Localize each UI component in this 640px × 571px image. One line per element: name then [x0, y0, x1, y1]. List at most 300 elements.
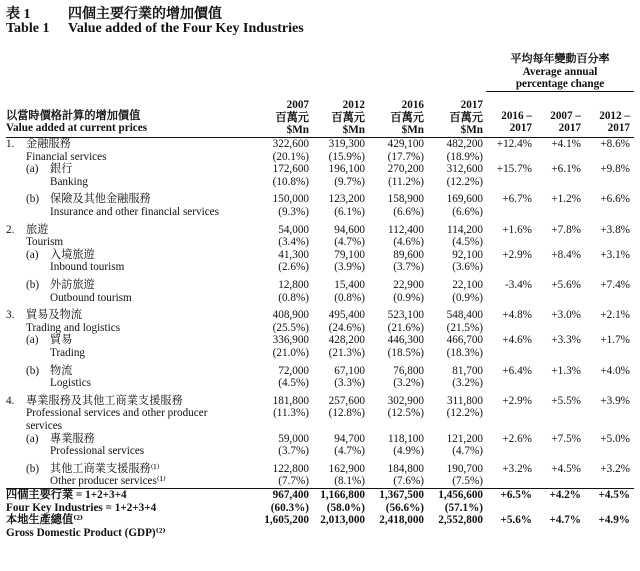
row-label-zh	[6, 309, 246, 322]
year-header-2017: 2017 百萬元 $Mn	[427, 91, 486, 137]
gdp-row	[6, 514, 634, 539]
period-header-1: 2016 – 2017	[486, 91, 536, 137]
share: (3.2%)	[452, 377, 483, 390]
share: (3.2%)	[393, 377, 424, 390]
share: (24.6%)	[328, 321, 365, 334]
share: (4.9%)	[393, 445, 424, 458]
value-cell-3	[427, 433, 486, 458]
pct-change-cell-2: +7.4%	[600, 279, 630, 291]
value: 1,456,600	[438, 488, 483, 501]
value-cell-1	[312, 463, 368, 489]
share: (0.8%)	[278, 291, 309, 304]
value: 172,600	[272, 163, 309, 176]
row-name-zh: 金融服務	[26, 138, 71, 151]
value: 41,300	[278, 248, 309, 261]
row-label	[6, 138, 246, 164]
value: 94,700	[334, 432, 365, 445]
value: 523,100	[387, 309, 424, 322]
pct-change-cell-1: +4.5%	[551, 462, 581, 475]
row-name-zh: 物流	[50, 364, 73, 377]
value: 76,800	[393, 364, 424, 377]
share: (18.5%)	[387, 346, 424, 359]
row-name-en: Logistics	[50, 377, 92, 390]
share: (3.7%)	[393, 261, 424, 274]
pct-change-cell-0: +6.5%	[486, 488, 536, 514]
value: 94,600	[334, 223, 365, 236]
value: 2,418,000	[379, 514, 424, 527]
share: (10.8%)	[272, 175, 309, 188]
value: 428,200	[328, 334, 365, 347]
row-label	[6, 463, 246, 489]
pct-change-cell-1: +1.2%	[551, 193, 581, 206]
share: (12.5%)	[387, 407, 424, 420]
share: (12.8%)	[328, 407, 365, 420]
share: (57.1%)	[444, 501, 483, 514]
value: 2,552,800	[438, 514, 483, 527]
row-name-en: Trading and logistics	[26, 321, 121, 334]
row-name-en: Trading	[50, 346, 86, 359]
value: 162,900	[328, 462, 365, 475]
row-label-zh	[6, 433, 246, 446]
industry-row	[6, 138, 634, 164]
value-cell-2	[368, 365, 427, 390]
row-sub-label: (b)	[26, 193, 40, 206]
row-sub-label: (b)	[26, 279, 40, 291]
value: 312,600	[446, 163, 483, 176]
value: 59,000	[278, 432, 309, 445]
pct-change-cell-0: +5.6%	[500, 514, 532, 527]
value: 495,400	[328, 309, 365, 322]
share: (7.6%)	[393, 475, 424, 488]
value-cell-2	[368, 488, 427, 514]
value-cell-3	[427, 309, 486, 334]
share: (4.7%)	[452, 445, 483, 458]
value: 22,100	[452, 279, 483, 291]
row-label-zh	[6, 224, 246, 237]
row-sub-label: (a)	[26, 432, 39, 445]
value: 429,100	[387, 138, 424, 151]
row-number: 3.	[6, 309, 15, 322]
value: 408,900	[272, 309, 309, 322]
value-cell-1	[312, 488, 368, 514]
pct-change-cell-0: -3.4%	[504, 279, 532, 291]
row-number: 4.	[6, 394, 15, 407]
value-cell-2	[368, 163, 427, 188]
share: (3.6%)	[452, 261, 483, 274]
value-cell-2	[368, 514, 427, 539]
pct-change-cell-0: +4.6%	[502, 334, 532, 347]
row-sub-label: (b)	[26, 462, 40, 475]
row-label-zh	[6, 395, 246, 408]
row-label	[6, 514, 246, 539]
row-name-en: Outbound tourism	[50, 291, 132, 304]
value-cell-1	[312, 395, 368, 433]
share: (18.9%)	[446, 150, 483, 163]
value: 967,400	[272, 488, 309, 501]
period-header-2: 2007 – 2017	[536, 91, 585, 137]
row-name-zh: 外訪旅遊	[50, 279, 95, 291]
row-label-zh	[6, 279, 246, 292]
row-name-zh: 其他工商業支援服務⁽¹⁾	[50, 462, 160, 475]
pct-change-cell-2: +6.6%	[600, 193, 630, 206]
row-name-zh: 保險及其他金融服務	[50, 193, 151, 206]
value-cell-0	[246, 224, 312, 249]
share: (4.5%)	[278, 377, 309, 390]
share: (17.7%)	[387, 150, 424, 163]
value-cell-2	[368, 463, 427, 489]
value-cell-0	[246, 249, 312, 274]
value-cell-1	[312, 279, 368, 304]
value-cell-3	[427, 365, 486, 390]
table-number-en: Table 1	[6, 21, 50, 36]
pct-change-cell-2: +3.9%	[600, 394, 630, 407]
share: (0.9%)	[452, 291, 483, 304]
row-label	[6, 365, 246, 390]
value-cell-3	[427, 249, 486, 274]
row-label-zh	[6, 463, 246, 476]
pct-change-cell-0: +6.7%	[502, 193, 532, 206]
pct-change-cell-1: +8.4%	[551, 248, 581, 261]
pct-change-cell-2: +5.0%	[600, 432, 630, 445]
value-cell-0	[246, 514, 312, 539]
value: 184,800	[387, 462, 424, 475]
value: 67,100	[334, 364, 365, 377]
share: (9.7%)	[334, 175, 365, 188]
row-name-zh: 專業服務及其他工商業支援服務	[26, 394, 183, 407]
row-name-zh: 旅遊	[26, 223, 49, 236]
value: 548,400	[446, 309, 483, 322]
value-cell-1	[312, 224, 368, 249]
share: (6.1%)	[334, 206, 365, 219]
sub-industry-row	[6, 433, 634, 458]
value-cell-3	[427, 488, 486, 514]
value-cell-1	[312, 249, 368, 274]
pct-change-cell-2: +4.9%	[598, 514, 630, 527]
row-label	[6, 193, 246, 218]
row-label	[6, 488, 246, 514]
row-name-zh: 貿易	[50, 334, 73, 347]
value-cell-0	[246, 365, 312, 390]
value-cell-0	[246, 309, 312, 334]
value: 319,300	[328, 138, 365, 151]
share: (8.1%)	[334, 475, 365, 488]
row-label	[6, 395, 246, 433]
value: 150,000	[272, 193, 309, 206]
value: 81,700	[452, 364, 483, 377]
value: 15,400	[334, 279, 365, 291]
pct-change-cell-0: +15.7%	[496, 163, 532, 176]
share: (3.7%)	[278, 445, 309, 458]
year-header-2016: 2016 百萬元 $Mn	[368, 91, 427, 137]
pct-change-cell-2: +1.7%	[600, 334, 630, 347]
row-sub-label: (a)	[26, 248, 39, 261]
value-cell-2	[368, 395, 427, 433]
pct-change-cell-2: +3.2%	[600, 462, 630, 475]
share: (7.5%)	[452, 475, 483, 488]
row-label-zh	[6, 193, 246, 206]
row-name-zh: 入境旅遊	[50, 248, 95, 261]
pct-change-cell-0: +1.6%	[502, 223, 532, 236]
table-title-en	[6, 21, 304, 37]
value: 302,900	[387, 394, 424, 407]
value: 2,013,000	[320, 514, 365, 527]
share: (21.3%)	[328, 346, 365, 359]
value: 311,800	[447, 394, 483, 407]
value: 12,800	[278, 279, 309, 291]
value-cell-1	[312, 163, 368, 188]
value: 196,100	[328, 163, 365, 176]
value: 482,200	[446, 138, 483, 151]
row-label-zh	[6, 138, 246, 151]
value: 121,200	[446, 432, 483, 445]
row-label	[6, 309, 246, 334]
value: 270,200	[387, 163, 424, 176]
pct-change-cell-1: +3.3%	[551, 334, 581, 347]
share: (25.5%)	[272, 321, 309, 334]
row-label	[6, 163, 246, 188]
share: (7.7%)	[278, 475, 309, 488]
table-title-en-text: Value added of the Four Key Industries	[68, 21, 304, 36]
share: (58.0%)	[326, 501, 365, 514]
row-label	[6, 249, 246, 274]
pct-change-cell-2: +4.0%	[600, 364, 630, 377]
row-label-zh	[6, 489, 246, 502]
value-cell-2	[368, 279, 427, 304]
share: (2.6%)	[278, 261, 309, 274]
row-name-en: Banking	[50, 175, 88, 188]
total-row	[6, 488, 634, 514]
row-sub-label: (a)	[26, 163, 39, 176]
value-cell-2	[368, 309, 427, 334]
row-label-zh	[6, 514, 246, 527]
share: (3.9%)	[334, 261, 365, 274]
year-header-2012: 2012 百萬元 $Mn	[312, 91, 368, 137]
value: 190,700	[446, 462, 483, 475]
row-label-zh	[6, 334, 246, 347]
pct-change-en-1: Average annual	[522, 65, 598, 78]
row-header-zh: 以當時價格計算的增加價值	[6, 109, 141, 122]
row-header	[6, 91, 246, 137]
value-cell-0	[246, 488, 312, 514]
value-cell-2	[368, 334, 427, 359]
pct-change-cell-0: +6.4%	[502, 364, 532, 377]
row-name-en: Professional services	[50, 445, 145, 458]
row-name-zh: 貿易及物流	[26, 309, 82, 322]
share: (21.0%)	[272, 346, 309, 359]
value: 112,400	[388, 223, 424, 236]
share: (60.3%)	[270, 501, 309, 514]
sub-industry-row	[6, 193, 634, 218]
sub-industry-row	[6, 249, 634, 274]
share: (56.6%)	[385, 501, 424, 514]
pct-change-cell-1: +5.5%	[551, 394, 581, 407]
value-cell-3	[427, 163, 486, 188]
pct-change-cell-1: +1.3%	[551, 364, 581, 377]
value: 79,100	[334, 248, 365, 261]
pct-change-cell-2: +8.6%	[600, 138, 630, 151]
row-label	[6, 334, 246, 359]
value: 1,367,500	[379, 488, 424, 501]
share: (4.7%)	[334, 236, 365, 249]
row-name-en: Gross Domestic Product (GDP)⁽²⁾	[6, 526, 166, 539]
row-label	[6, 279, 246, 304]
value-cell-1	[312, 309, 368, 334]
period-header-3: 2012 – 2017	[585, 91, 634, 137]
pct-change-cell-2: +3.8%	[600, 223, 630, 236]
pct-change-cell-2: +4.5%	[585, 488, 634, 514]
row-name-en: Four Key Industries = 1+2+3+4	[6, 501, 157, 514]
value: 158,900	[387, 193, 424, 206]
share: (18.3%)	[446, 346, 483, 359]
pct-change-cell-2: +9.8%	[600, 163, 630, 176]
share: (4.6%)	[393, 236, 424, 249]
share: (3.4%)	[278, 236, 309, 249]
share: (4.7%)	[334, 445, 365, 458]
pct-change-cell-1: +4.2%	[536, 488, 585, 514]
value: 72,000	[278, 364, 309, 377]
value-cell-0	[246, 193, 312, 218]
value-cell-3	[427, 463, 486, 489]
row-name-en-cont: services	[26, 419, 63, 432]
row-sub-label: (a)	[26, 334, 39, 347]
sub-industry-row	[6, 163, 634, 188]
pct-change-cell-1: +4.1%	[551, 138, 581, 151]
share: (12.2%)	[446, 175, 483, 188]
value-cell-2	[368, 138, 427, 164]
share: (3.3%)	[334, 377, 365, 390]
row-name-en: Insurance and other financial services	[50, 206, 219, 219]
sub-industry-row	[6, 279, 634, 304]
share: (20.1%)	[272, 150, 309, 163]
pct-change-cell-1: +6.1%	[551, 163, 581, 176]
row-name-en: Inbound tourism	[50, 261, 125, 274]
share: (6.6%)	[393, 206, 424, 219]
pct-change-en-2: percentage change	[515, 78, 605, 91]
value-cell-1	[312, 433, 368, 458]
value-cell-3	[427, 334, 486, 359]
pct-change-cell-0: +12.4%	[496, 138, 532, 151]
row-name-zh: 四個主要行業 = 1+2+3+4	[6, 488, 127, 501]
share: (6.6%)	[452, 206, 483, 219]
pct-change-cell-1: +7.5%	[551, 432, 581, 445]
value: 336,900	[272, 334, 309, 347]
header-row-main	[6, 91, 634, 137]
table-number-zh: 表 1	[6, 7, 31, 22]
row-label	[6, 433, 246, 458]
value: 322,600	[272, 138, 309, 151]
value: 118,100	[388, 432, 424, 445]
sub-industry-row	[6, 334, 634, 359]
value-added-table	[6, 53, 634, 539]
industry-row	[6, 224, 634, 249]
value-cell-1	[312, 193, 368, 218]
row-label	[6, 224, 246, 249]
value-cell-1	[312, 138, 368, 164]
value: 1,166,800	[320, 488, 365, 501]
sub-industry-row	[6, 365, 634, 390]
share: (21.5%)	[446, 321, 483, 334]
value: 92,100	[452, 248, 483, 261]
share: (4.5%)	[452, 236, 483, 249]
value: 22,900	[393, 279, 424, 291]
value: 257,600	[328, 394, 365, 407]
share: (11.3%)	[273, 407, 309, 420]
value-cell-0	[246, 138, 312, 164]
industry-row	[6, 309, 634, 334]
value: 54,000	[278, 223, 309, 236]
pct-change-cell-0: +2.9%	[502, 248, 532, 261]
row-name-zh: 銀行	[50, 163, 73, 176]
pct-change-zh: 平均每年變動百分率	[510, 53, 610, 65]
value-cell-3	[427, 514, 486, 539]
value: 114,200	[447, 223, 483, 236]
value: 1,605,200	[264, 514, 309, 527]
pct-change-cell-1: +3.0%	[551, 309, 581, 322]
row-name-en: Tourism	[26, 236, 64, 249]
pct-change-cell-2: +3.1%	[600, 248, 630, 261]
row-number: 2.	[6, 223, 15, 236]
table-title-zh-text: 四個主要行業的增加價值	[68, 7, 222, 22]
value-cell-2	[368, 193, 427, 218]
value-cell-3	[427, 395, 486, 433]
value-cell-3	[427, 193, 486, 218]
header-row-pc	[6, 53, 634, 91]
row-name-zh: 本地生產總值⁽²⁾	[6, 514, 84, 527]
value: 89,600	[393, 248, 424, 261]
value-cell-0	[246, 395, 312, 433]
share: (0.8%)	[334, 291, 365, 304]
value-cell-3	[427, 138, 486, 164]
value: 466,700	[446, 334, 483, 347]
row-header-en: Value added at current prices	[6, 122, 148, 135]
share: (21.6%)	[387, 321, 424, 334]
value-cell-2	[368, 433, 427, 458]
value-cell-0	[246, 463, 312, 489]
value-cell-0	[246, 433, 312, 458]
row-name-en: Other producer services⁽¹⁾	[50, 475, 166, 488]
share: (0.9%)	[393, 291, 424, 304]
share: (15.9%)	[328, 150, 365, 163]
row-number: 1.	[6, 138, 15, 151]
row-name-en: Professional services and other producer	[26, 407, 208, 420]
pct-change-cell-2: +2.1%	[600, 309, 630, 322]
value-cell-2	[368, 249, 427, 274]
pct-change-cell-1: +7.8%	[551, 223, 581, 236]
value-cell-3	[427, 224, 486, 249]
value-cell-1	[312, 365, 368, 390]
industry-row	[6, 395, 634, 433]
value: 169,600	[446, 193, 483, 206]
value-cell-0	[246, 334, 312, 359]
row-label-zh	[6, 249, 246, 262]
row-name-en: Financial services	[26, 150, 107, 163]
value-cell-0	[246, 279, 312, 304]
year-header-2007: 2007 百萬元 $Mn	[246, 91, 312, 137]
value-cell-2	[368, 224, 427, 249]
pct-change-cell-0: +2.9%	[502, 394, 532, 407]
row-name-zh: 專業服務	[50, 432, 95, 445]
share: (12.2%)	[446, 407, 483, 420]
row-label-zh	[6, 163, 246, 176]
value-cell-3	[427, 279, 486, 304]
pct-change-cell-1: +5.6%	[551, 279, 581, 291]
pct-change-cell-0: +2.6%	[502, 432, 532, 445]
share: (11.2%)	[388, 175, 424, 188]
value: 446,300	[387, 334, 424, 347]
value-cell-0	[246, 163, 312, 188]
value: 122,800	[272, 462, 309, 475]
pct-change-cell-0: +4.8%	[502, 309, 532, 322]
